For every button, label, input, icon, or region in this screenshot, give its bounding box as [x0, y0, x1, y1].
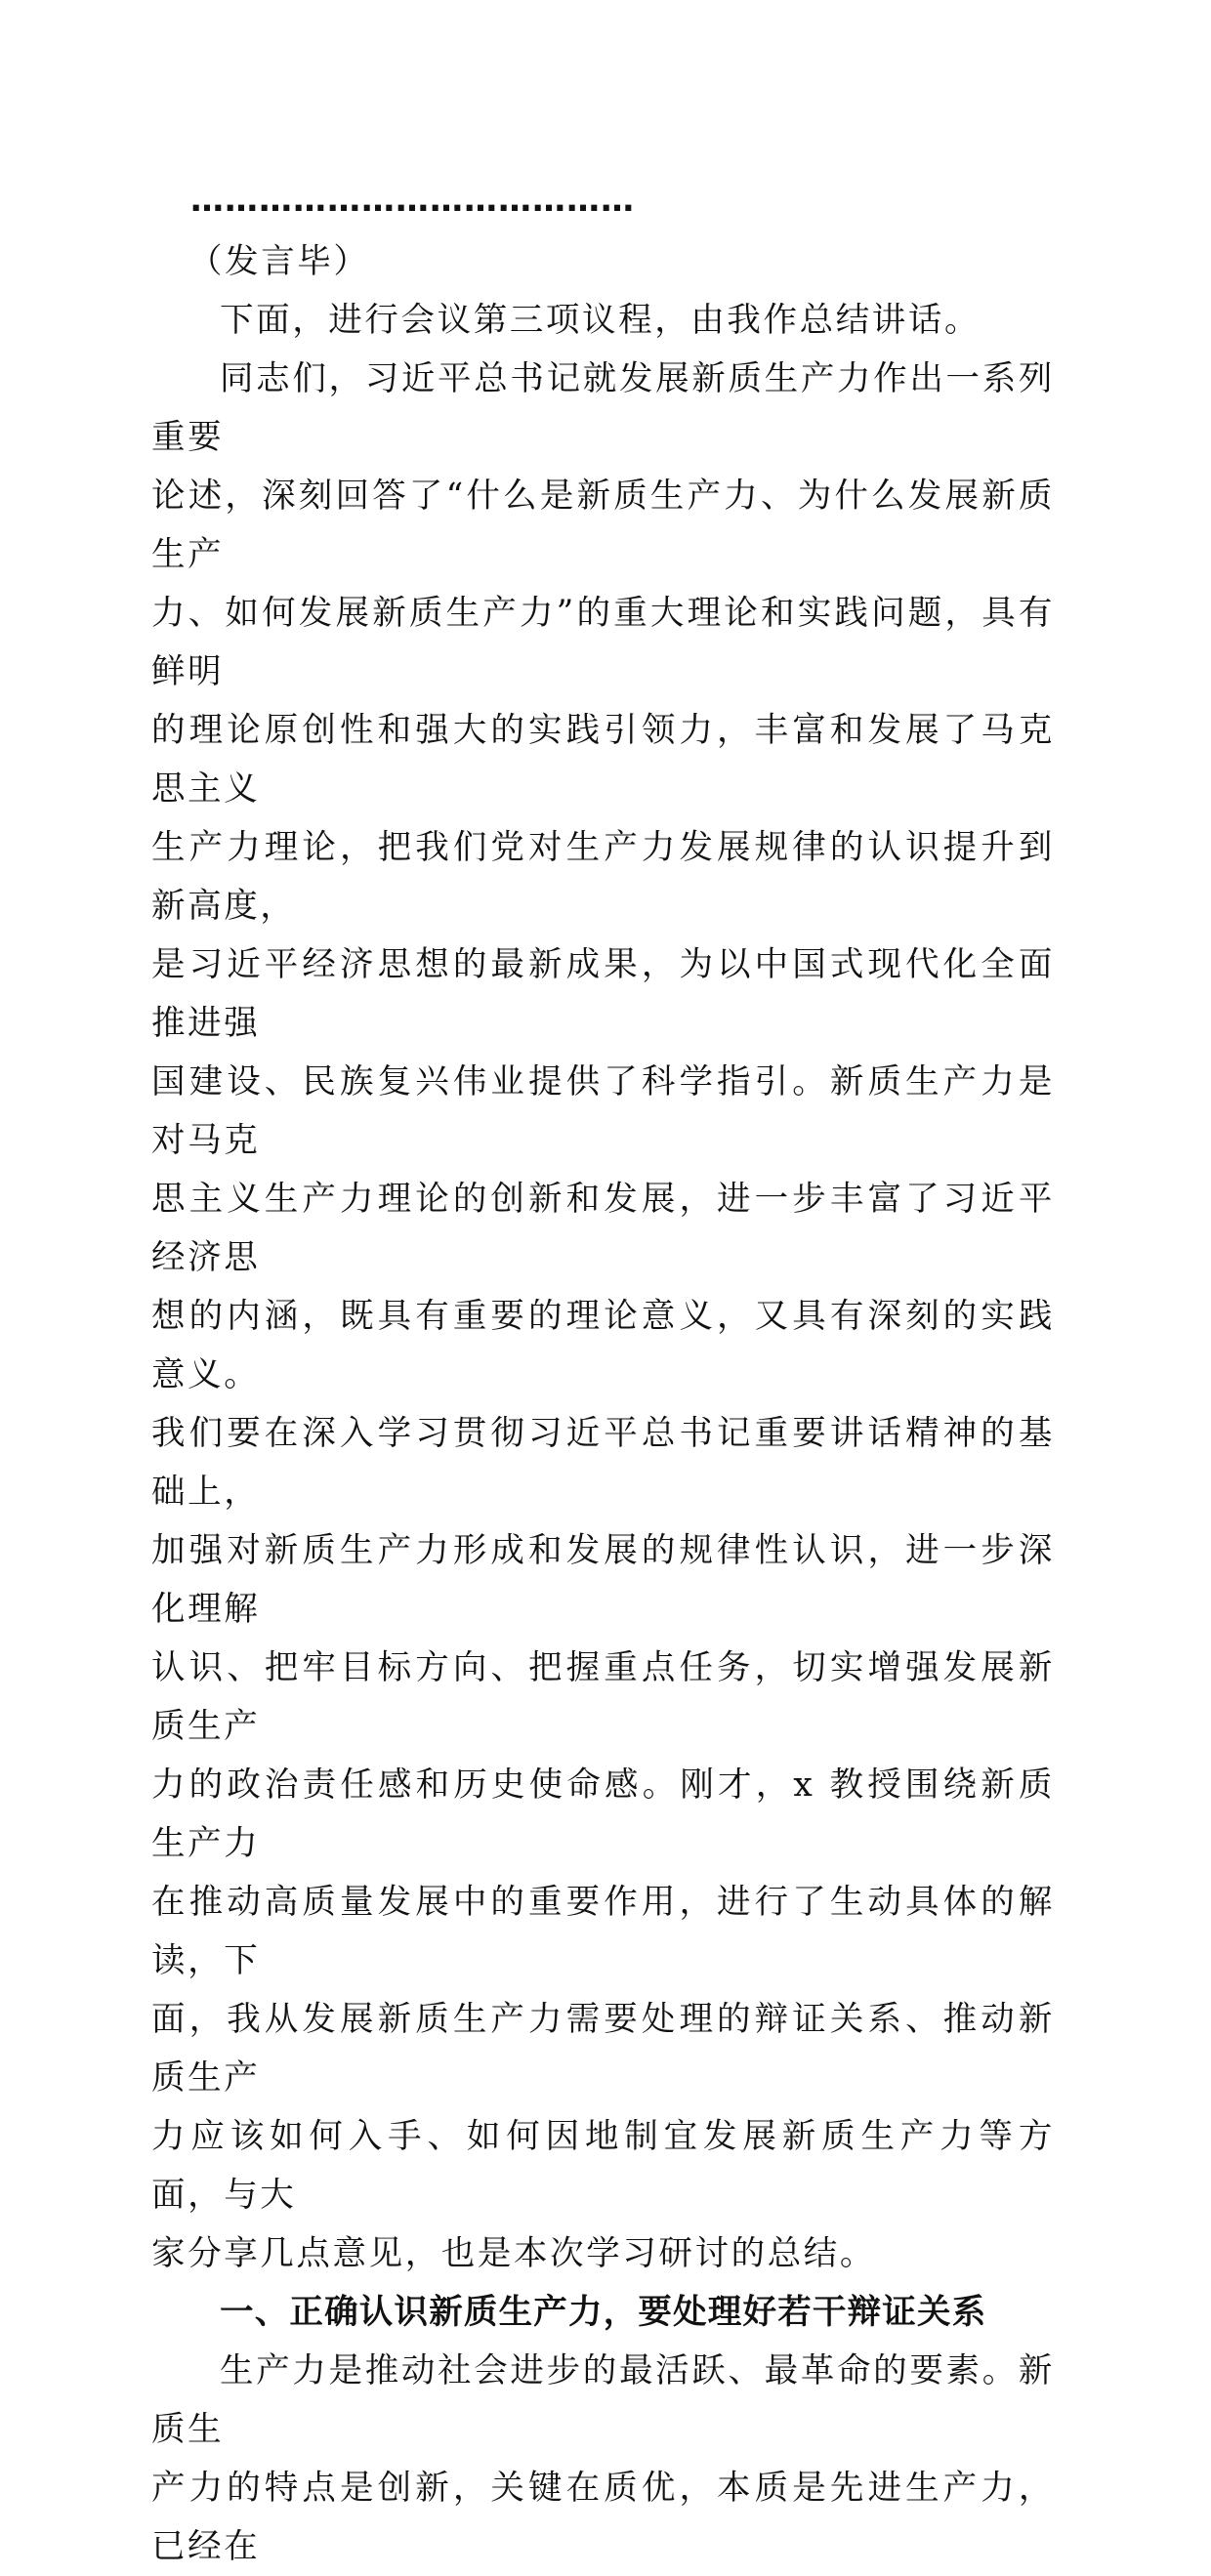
leader-dots: ………………………………… — [190, 181, 635, 220]
speech-end-note: （发言毕） — [188, 242, 370, 281]
agenda-line: 下面，进行会议第三项议程，由我作总结讲话。 — [220, 301, 981, 340]
document-body — [151, 181, 1055, 2576]
section-heading: 一、正确认识新质生产力，要处理好若干辩证关系 — [220, 2293, 987, 2332]
section-paragraph: 生产力是推动社会进步的最活跃、最革命的要素。新质生 产力的特点是创新，关键在质优，本质是先进生产力，已经在 — [151, 2351, 1055, 2566]
main-paragraph: 同志们，习近平总书记就发展新质生产力作出一系列重要 论述，深刻回答了“什么是新质生产力、为什么发展新质生产 力、如何发展新质生产力”的重大理论和实践问题，具有鲜明 的理论原创性和强大的实践引领力，丰富和发展了马克思主义 生产力理论，把我们党对生产力发展规律的认识提升到新高度， 是习近平经济思想的最新成果，为以中国式现代化全面推进强 国建设、民族复兴伟业提供了科学指引。新质生产力是对马克 思主义生产力理论的创新和发展，进一步丰富了习近平经济思 想的内涵，既具有重要的理论意义，又具有深刻的实践意义。 我们要在深入学习贯彻习近平总书记重要讲话精神的基础上， 加强对新质生产力形成和发展的规律性认识，进一步深化理解 认识、把牢目标方向、把握重点任务，切实增强发展新质生产 力的政治责任感和历史使命感。刚才，x 教授围绕新质生产力 在推动高质量发展中的重要作用，进行了生动具体的解读，下 面，我从发展新质生产力需要处理的辩证关系、推动新质生产 力应该如何入手、如何因地制宜发展新质生产力等方面，与大 家分享几点意见，也是本次学习研讨的总结。 — [151, 359, 1055, 2273]
